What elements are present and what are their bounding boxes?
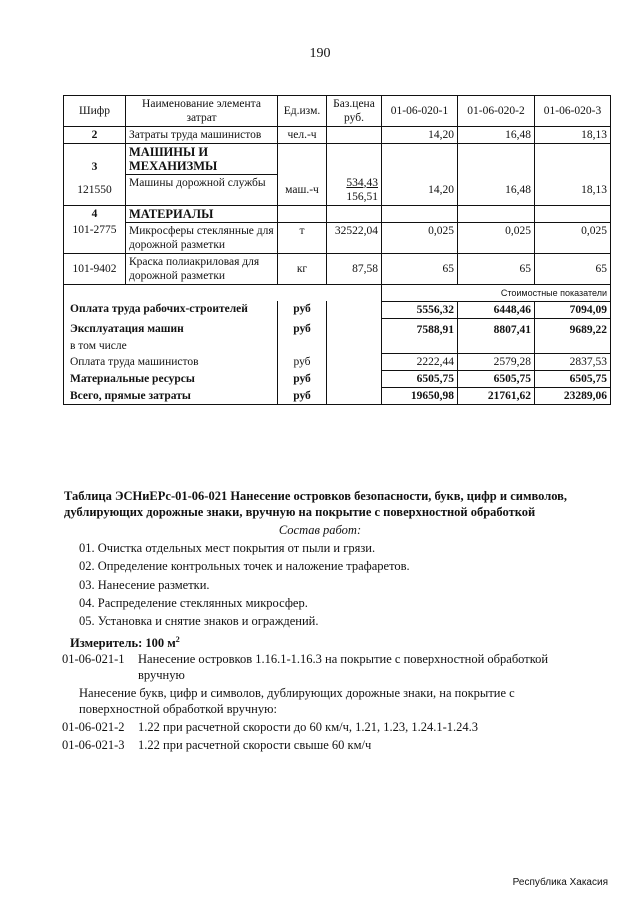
summary-unit: руб (278, 388, 327, 405)
header-col3: 01-06-020-3 (535, 96, 611, 127)
entry-code: 01-06-021-1 (62, 652, 125, 666)
header-code: Шифр (64, 96, 126, 127)
page-number: 190 (309, 46, 331, 61)
entry-text: Нанесение островков 1.16.1-1.16.3 на покрытие с поверхностной обработкой (138, 652, 549, 666)
work-item: 03. Нанесение разметки. (79, 578, 210, 592)
footer-region: Республика Хакасия (512, 877, 608, 888)
cell-code: 121550 (64, 175, 126, 206)
section-title: Таблица ЭСНиЕРс-01-06-021 Нанесение островков безопасности, букв, цифр и символов, дублирующих дорожные знаки, вручную на покрытие с поверхностной обработкой (64, 489, 568, 519)
summary-v1: 2222,44 (382, 354, 458, 371)
cell-code: 101-9402 (64, 253, 126, 284)
cell-code: 3 (64, 144, 126, 175)
cell-v1: 14,20 (382, 175, 458, 206)
cell-code: 4 (64, 205, 126, 222)
header-col2: 01-06-020-2 (458, 96, 535, 127)
summary-name: Оплата труда рабочих-строителей (64, 301, 278, 318)
cell-v2: 65 (458, 253, 535, 284)
work-item: 04. Распределение стеклянных микросфер. (79, 596, 308, 610)
entry-text: вручную (138, 668, 185, 682)
summary-v1: 6505,75 (382, 371, 458, 388)
cell-price: 534,43 156,51 (327, 175, 382, 206)
summary-v3: 2837,53 (535, 354, 611, 371)
summary-unit: руб (278, 371, 327, 388)
summary-row (64, 388, 611, 405)
cell-v1: 65 (382, 253, 458, 284)
summary-v2: 6505,75 (458, 371, 535, 388)
cell-v2: 0,025 (458, 222, 535, 253)
summary-name: Материальные ресурсы (64, 371, 278, 388)
cell-v3: 0,025 (535, 222, 611, 253)
cell-v3: 18,13 (535, 175, 611, 206)
cell-name: Затраты труда машинистов (126, 127, 278, 144)
cell-name: Микросферы стеклянные для дорожной разметки (126, 222, 278, 253)
work-item: 05. Установка и снятие знаков и ограждений. (79, 614, 319, 628)
summary-unit: руб (278, 301, 327, 318)
summary-v3: 6505,75 (535, 371, 611, 388)
summary-row (64, 338, 611, 354)
cell-price (327, 127, 382, 144)
cell-v3: 18,13 (535, 127, 611, 144)
cell-name: МАТЕРИАЛЫ (126, 205, 278, 222)
entry-code: 01-06-021-2 (62, 720, 125, 734)
entry-code: 01-06-021-3 (62, 738, 125, 752)
entry-text: 1.22 при расчетной скорости до 60 км/ч, 1.21, 1.23, 1.24.1-1.24.3 (138, 720, 479, 734)
summary-unit: руб (278, 318, 327, 338)
cost-header-row (64, 284, 611, 301)
cost-header: Стоимостные показатели (382, 284, 611, 301)
summary-v3: 9689,22 (535, 318, 611, 338)
summary-row (64, 354, 611, 371)
summary-v2: 8807,41 (458, 318, 535, 338)
summary-name: Всего, прямые затраты (64, 388, 278, 405)
cell-v3: 65 (535, 253, 611, 284)
summary-v2: 6448,46 (458, 301, 535, 318)
header-col1: 01-06-020-1 (382, 96, 458, 127)
cell-v1: 0,025 (382, 222, 458, 253)
entry-text: поверхностной обработкой вручную: (79, 702, 277, 716)
summary-row (64, 371, 611, 388)
work-item: 01. Очистка отдельных мест покрытия от пыли и грязи. (79, 541, 376, 555)
meter-label: Измеритель: 100 $м^2$ (70, 635, 180, 651)
cell-name: Машины дорожной службы (126, 175, 278, 206)
work-item: 02. Определение контрольных точек и наложение трафаретов. (79, 559, 410, 573)
cell-v1: 14,20 (382, 127, 458, 144)
table-row (64, 253, 611, 284)
summary-unit: руб (278, 354, 327, 371)
summary-row (64, 318, 611, 338)
entry-text: Нанесение букв, цифр и символов, дублирующих дорожные знаки, на покрытие с (79, 686, 515, 700)
summary-v1: 5556,32 (382, 301, 458, 318)
summary-v1: 7588,91 (382, 318, 458, 338)
summary-v3: 7094,09 (535, 301, 611, 318)
cell-code: 101-2775 (64, 222, 126, 253)
cell-price: 87,58 (327, 253, 382, 284)
table-row (64, 205, 611, 222)
cell-name: МАШИНЫ И МЕХАНИЗМЫ (126, 144, 278, 175)
header-name: Наименование элемента затрат (126, 96, 278, 127)
summary-name: Оплата труда машинистов (64, 354, 278, 371)
summary-v2: 2579,28 (458, 354, 535, 371)
header-price: Баз.цена руб. (327, 96, 382, 127)
summary-name: в том числе (64, 338, 278, 354)
summary-row (64, 301, 611, 318)
summary-name: Эксплуатация машин (64, 318, 278, 338)
cell-unit: маш.-ч (278, 175, 327, 206)
table-row (64, 144, 611, 175)
cell-unit: т (278, 222, 327, 253)
cell-unit: чел.-ч (278, 127, 327, 144)
cell-v2: 16,48 (458, 127, 535, 144)
resource-table (63, 95, 611, 405)
work-heading: Состав работ: (278, 523, 362, 537)
table-row (64, 175, 611, 206)
summary-v3: 23289,06 (535, 388, 611, 405)
cell-name: Краска полиакриловая для дорожной разметки (126, 253, 278, 284)
table-row (64, 222, 611, 253)
cell-unit: кг (278, 253, 327, 284)
table-header-row (64, 96, 611, 127)
cell-code: 2 (64, 127, 126, 144)
entry-text: 1.22 при расчетной скорости свыше 60 км/ч (138, 738, 372, 752)
summary-v2: 21761,62 (458, 388, 535, 405)
cell-price: 32522,04 (327, 222, 382, 253)
cell-v2: 16,48 (458, 175, 535, 206)
header-unit: Ед.изм. (278, 96, 327, 127)
summary-v1: 19650,98 (382, 388, 458, 405)
table-row (64, 127, 611, 144)
